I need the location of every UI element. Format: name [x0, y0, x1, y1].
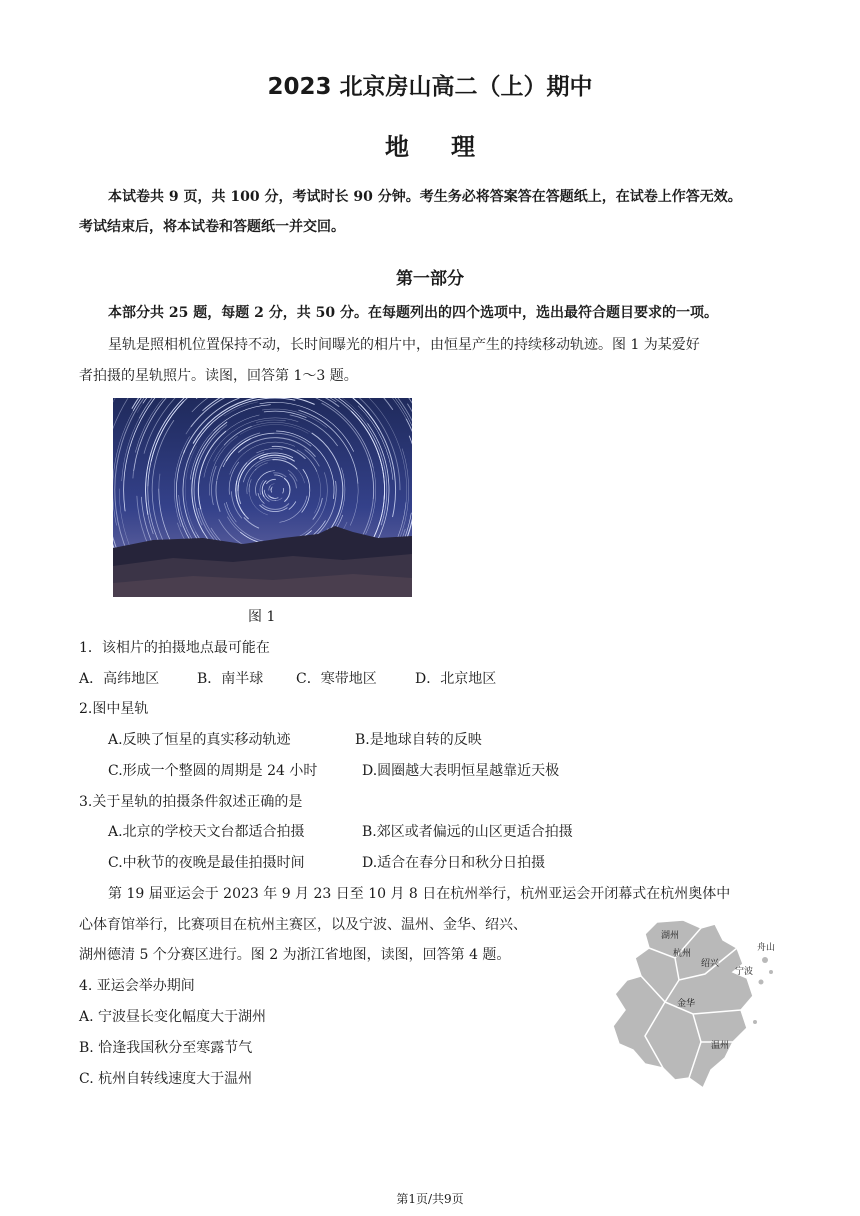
- section-instruction: 本部分共 25 题，每题 2 分，共 50 分。在每题列出的四个选项中，选出最符合题目要求的一项。: [108, 305, 718, 321]
- q2-option-a: A.反映了恒星的真实移动轨迹: [108, 732, 291, 748]
- q1-option-b: B．南半球: [197, 671, 264, 687]
- q4-stem: 4. 亚运会举办期间: [79, 978, 195, 994]
- passage2-line-2: 心体育馆举行，比赛项目在杭州主赛区，以及宁波、温州、金华、绍兴、: [79, 917, 527, 933]
- figure1-caption: 图 1: [248, 609, 276, 625]
- q1-option-a: A．高纬地区: [79, 671, 160, 687]
- q4-option-b: B. 恰逢我国秋分至寒露节气: [79, 1040, 253, 1056]
- map-label-shaoxing: 绍兴: [701, 959, 720, 969]
- intro-line-2: 考试结束后，将本试卷和答题纸一并交回。: [79, 219, 345, 235]
- intro-line-1: 本试卷共 9 页，共 100 分，考试时长 90 分钟。考生务必将答案答在答题纸上，在试卷上作答无效。: [108, 189, 742, 205]
- map-label-ningbo: 宁波: [735, 967, 754, 977]
- q4-option-c: C. 杭州自转线速度大于温州: [79, 1071, 253, 1087]
- q1-option-d: D．北京地区: [415, 671, 497, 687]
- q3-option-a: A.北京的学校天文台都适合拍摄: [108, 824, 305, 840]
- q2-stem: 2.图中星轨: [79, 701, 149, 717]
- map-label-huzhou: 湖州: [661, 931, 680, 941]
- q1-option-c: C．寒带地区: [296, 671, 377, 687]
- map-label-wenzhou: 温州: [711, 1041, 730, 1051]
- q4-option-a: A. 宁波昼长变化幅度大于湖州: [79, 1009, 267, 1025]
- q2-option-c: C.形成一个整圆的周期是 24 小时: [108, 763, 318, 779]
- passage2-line-3: 湖州德清 5 个分赛区进行。图 2 为浙江省地图，读图，回答第 4 题。: [79, 947, 511, 963]
- q1-stem: 1．该相片的拍摄地点最可能在: [79, 640, 270, 656]
- q3-option-d: D.适合在春分日和秋分日拍摄: [362, 855, 546, 871]
- map-label-hangzhou: 杭州: [673, 949, 692, 959]
- passage1-line-1: 星轨是照相机位置保持不动，长时间曝光的相片中，由恒星产生的持续移动轨迹。图 1 为某爱好: [108, 337, 700, 353]
- section-title: 第一部分: [396, 269, 464, 289]
- zhejiang-map-image: [605, 918, 785, 1093]
- map-label-zhoushan: 舟山: [757, 943, 776, 953]
- q2-option-d: D.圆圈越大表明恒星越靠近天极: [362, 763, 560, 779]
- q3-option-b: B.郊区或者偏远的山区更适合拍摄: [362, 824, 573, 840]
- q3-stem: 3.关于星轨的拍摄条件叙述正确的是: [79, 794, 303, 810]
- passage2-line-1: 第 19 届亚运会于 2023 年 9 月 23 日至 10 月 8 日在杭州举行，杭州亚运会开闭幕式在杭州奥体中: [108, 886, 731, 902]
- passage1-line-2: 者拍摄的星轨照片。读图，回答第 1～3 题。: [79, 368, 358, 384]
- page-footer: 第1页/共9页: [396, 1192, 464, 1206]
- q3-option-c: C.中秋节的夜晚是最佳拍摄时间: [108, 855, 305, 871]
- zhejiang-map: [605, 918, 785, 1093]
- star-trail-image: [113, 398, 412, 597]
- exam-title: 2023 北京房山高二（上）期中: [267, 74, 593, 100]
- star-trail-photo: [113, 398, 412, 597]
- q2-option-b: B.是地球自转的反映: [355, 732, 482, 748]
- map-label-jinhua: 金华: [677, 999, 696, 1009]
- subject-title: 地理: [385, 133, 517, 161]
